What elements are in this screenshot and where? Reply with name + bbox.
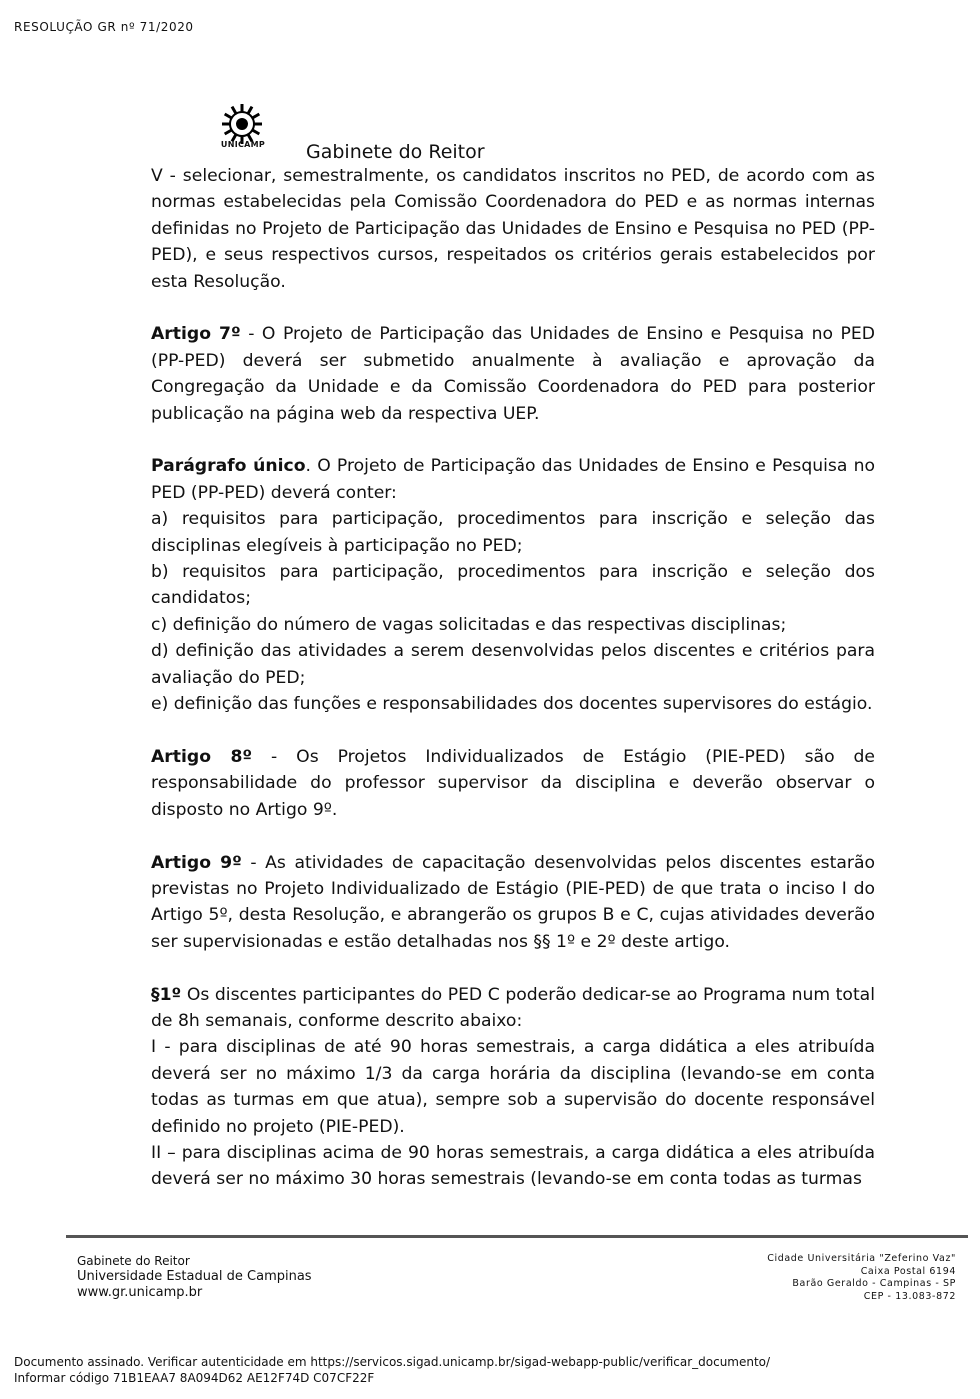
section-1-label: §1º [151,984,182,1005]
article-7 [151,321,875,427]
signature-verify-line: Documento assinado. Verificar autenticidade em https://servicos.sigad.unicamp.br/sigad-webapp-public/verificar_documento/ [14,1355,771,1369]
office-title: Gabinete do Reitor [306,141,485,163]
resolution-reference: RESOLUÇÃO GR nº 71/2020 [14,20,194,34]
signature-note [14,1354,770,1386]
footer-address [767,1253,956,1303]
paragrafo-unico [151,453,875,506]
footer-left [77,1253,312,1301]
footer-university: Universidade Estadual de Campinas [77,1269,312,1284]
article-7-label: Artigo 7º [151,324,241,345]
footer-address-line3: Barão Geraldo - Campinas - SP [792,1278,956,1289]
document-body [151,163,875,1193]
list-item-d: d) definição das atividades a serem desenvolvidas pelos discentes e critérios para avaliação do PED; [151,641,875,688]
list-item-c: c) definição do número de vagas solicitadas e das respectivas disciplinas; [151,614,787,635]
paragrafo-unico-label: Parágrafo único [151,456,306,477]
paragrafo-unico-text: . O Projeto de Participação das Unidades de Ensino e Pesquisa no PED (PP-PED) deverá conter: [151,456,875,503]
list-item-e: e) definição das funções e responsabilidades dos docentes supervisores do estágio. [151,694,873,715]
list-item-b: b) requisitos para participação, procedimentos para inscrição e seleção dos candidatos; [151,562,875,609]
article-8-text: - Os Projetos Individualizados de Estágio (PIE-PED) são de responsabilidade do professor supervisor da disciplina e deverão observar o disposto no Artigo 9º. [151,746,876,820]
article-7-text: - O Projeto de Participação das Unidades de Ensino e Pesquisa no PED (PP-PED) deverá ser submetido anualmente à avaliação e aprovação da Congregação da Unidade e da Comissão Coordenadora do PED para posterior publicação na página web da respectiva UEP. [151,324,875,424]
article-9 [151,850,875,956]
footer-address-line1: Cidade Universitária "Zeferino Vaz" [767,1253,956,1264]
inciso-ii: II – para disciplinas acima de 90 horas semestrais, a carga didática a eles atribuída deverá ser no máximo 30 horas semestrais (levando-se em conta todas as turmas [151,1142,875,1190]
logo-text: UNICAMP [220,140,266,149]
section-1 [151,982,875,1035]
article-9-text: - As atividades de capacitação desenvolvidas pelos discentes estarão previstas no Projeto Individualizado de Estágio (PIE-PED) de que trata o inciso I do Artigo 5º, desta Resolução, e abrangerão os grupos B e C, cujas atividades deverão ser supervisionadas e estão detalhadas nos §§ 1º e 2º deste artigo. [151,852,875,952]
article-9-label: Artigo 9º [151,852,242,873]
list-item-a: a) requisitos para participação, procedimentos para inscrição e seleção das disciplinas elegíveis à participação no PED; [151,509,875,556]
article-8 [151,744,875,823]
footer-address-line2: Caixa Postal 6194 [860,1265,956,1277]
section-1-text: Os discentes participantes do PED C poderão dedicar-se ao Programa num total de 8h semanais, conforme descrito abaixo: [151,984,875,1031]
article-8-label: Artigo 8º [151,746,253,767]
inciso-i: I - para disciplinas de até 90 horas semestrais, a carga didática a eles atribuída deverá ser no máximo 1/3 da carga horária da disciplina (levando-se em conta todas as turmas em que atua), sempre sob a supervisão do docente responsável definido no projeto (PIE-PED). [151,1037,875,1137]
footer-office: Gabinete do Reitor [77,1254,190,1268]
footer-website: www.gr.unicamp.br [77,1285,203,1300]
footer-address-line4: CEP - 13.083-872 [863,1290,956,1302]
paragraph-item-v: V - selecionar, semestralmente, os candidatos inscritos no PED, de acordo com as normas estabelecidas pela Comissão Coordenadora do PED e as normas internas definidas no Projeto de Participação das Unidades de Ensino e Pesquisa no PED (PP-PED), e seus respectivos cursos, respeitados os critérios gerais estabelecidos por esta Resolução. [151,166,875,292]
footer-divider [66,1235,968,1238]
signature-code-line: Informar código 71B1EAA7 8A094D62 AE12F74D C07CF22F [14,1371,375,1385]
